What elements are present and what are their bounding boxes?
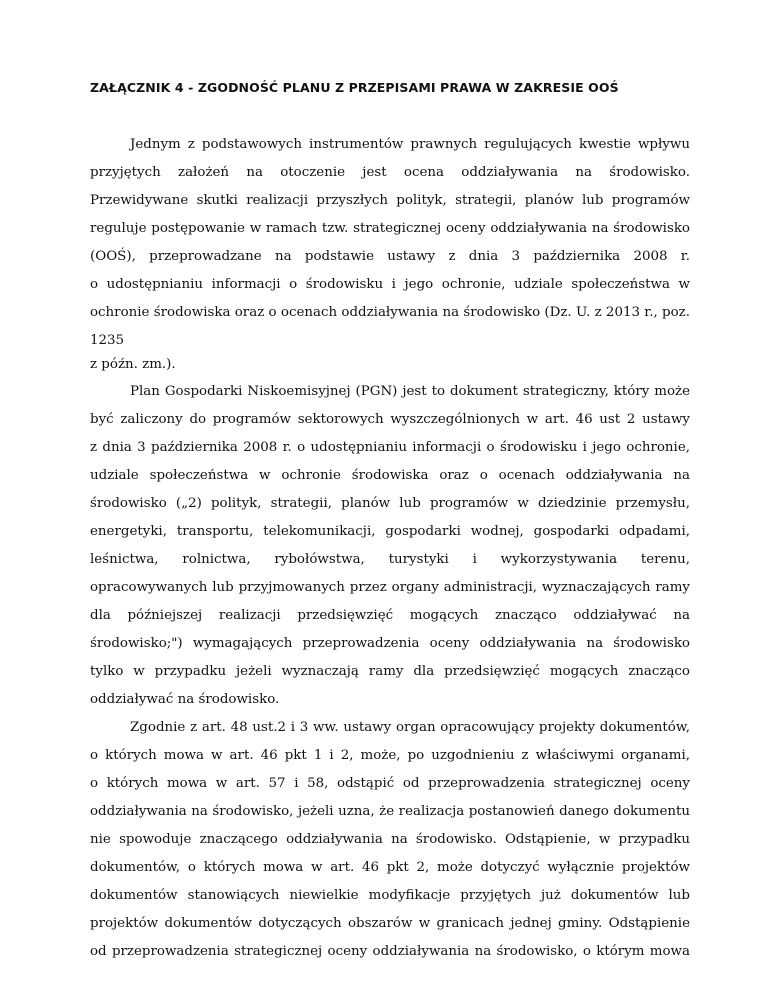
text-line: projektów dokumentów dotyczących obszarów w granicach jednej gminy. Odstąpienie: [90, 916, 690, 931]
text-line: leśnictwa, rolnictwa, rybołówstwa, turystyki i wykorzystywania terenu,: [90, 552, 690, 567]
text-line: być zaliczony do programów sektorowych wyszczególnionych w art. 46 ust 2 ustawy: [90, 412, 690, 427]
text-line: energetyki, transportu, telekomunikacji, gospodarki wodnej, gospodarki odpadami,: [90, 524, 690, 539]
text-line: przyjętych założeń na otoczenie jest ocena oddziaływania na środowisko.: [90, 165, 690, 180]
text-line: ochronie środowiska oraz o ocenach oddziaływania na środowisko (Dz. U. z 2013 r., poz.: [90, 305, 690, 320]
text-line: z dnia 3 października 2008 r. o udostępnianiu informacji o środowisku i jego ochronie,: [90, 440, 690, 455]
text-line: reguluje postępowanie w ramach tzw. strategicznej oceny oddziaływania na środowisko: [90, 221, 690, 236]
text-line: tylko w przypadku jeżeli wyznaczają ramy dla przedsięwzięć mogących znacząco: [90, 664, 690, 679]
text-line: dla późniejszej realizacji przedsięwzięć mogących znacząco oddziaływać na: [90, 608, 690, 623]
text-line: oddziaływania na środowisko, jeżeli uzna, że realizacja postanowień danego dokumentu: [90, 804, 690, 819]
text-line: 1235: [90, 333, 125, 348]
page-title: ZAŁĄCZNIK 4 - ZGODNOŚĆ PLANU Z PRZEPISAMI PRAWA W ZAKRESIE OOŚ: [90, 80, 619, 95]
text-line: o których mowa w art. 46 pkt 1 i 2, może, po uzgodnieniu z właściwymi organami,: [90, 748, 690, 763]
text-line: z późn. zm.).: [90, 357, 176, 372]
text-line: (OOŚ), przeprowadzane na podstawie ustawy z dnia 3 października 2008 r.: [90, 249, 690, 264]
text-line: Zgodnie z art. 48 ust.2 i 3 ww. ustawy organ opracowujący projekty dokumentów,: [130, 720, 690, 735]
text-line: dokumentów stanowiących niewielkie modyfikacje przyjętych już dokumentów lub: [90, 888, 690, 903]
text-line: opracowywanych lub przyjmowanych przez organy administracji, wyznaczających ramy: [90, 580, 690, 595]
text-line: nie spowoduje znaczącego oddziaływania na środowisko. Odstąpienie, w przypadku: [90, 832, 690, 847]
text-line: dokumentów, o których mowa w art. 46 pkt 2, może dotyczyć wyłącznie projektów: [90, 860, 690, 875]
text-line: Plan Gospodarki Niskoemisyjnej (PGN) jest to dokument strategiczny, który może: [130, 384, 690, 399]
text-line: od przeprowadzenia strategicznej oceny oddziaływania na środowisko, o którym mowa: [90, 944, 690, 959]
text-line: udziale społeczeństwa w ochronie środowiska oraz o ocenach oddziaływania na: [90, 468, 690, 483]
text-line: o udostępnianiu informacji o środowisku i jego ochronie, udziale społeczeństwa w: [90, 277, 690, 292]
text-line: środowisko;") wymagających przeprowadzenia oceny oddziaływania na środowisko: [90, 636, 690, 651]
text-line: oddziaływać na środowisko.: [90, 692, 280, 707]
text-line: o których mowa w art. 57 i 58, odstąpić od przeprowadzenia strategicznej oceny: [90, 776, 690, 791]
text-line: środowisko („2) polityk, strategii, planów lub programów w dziedzinie przemysłu,: [90, 496, 690, 511]
text-line: Jednym z podstawowych instrumentów prawnych regulujących kwestie wpływu: [130, 137, 690, 152]
text-line: Przewidywane skutki realizacji przyszłych polityk, strategii, planów lub programów: [90, 193, 690, 208]
